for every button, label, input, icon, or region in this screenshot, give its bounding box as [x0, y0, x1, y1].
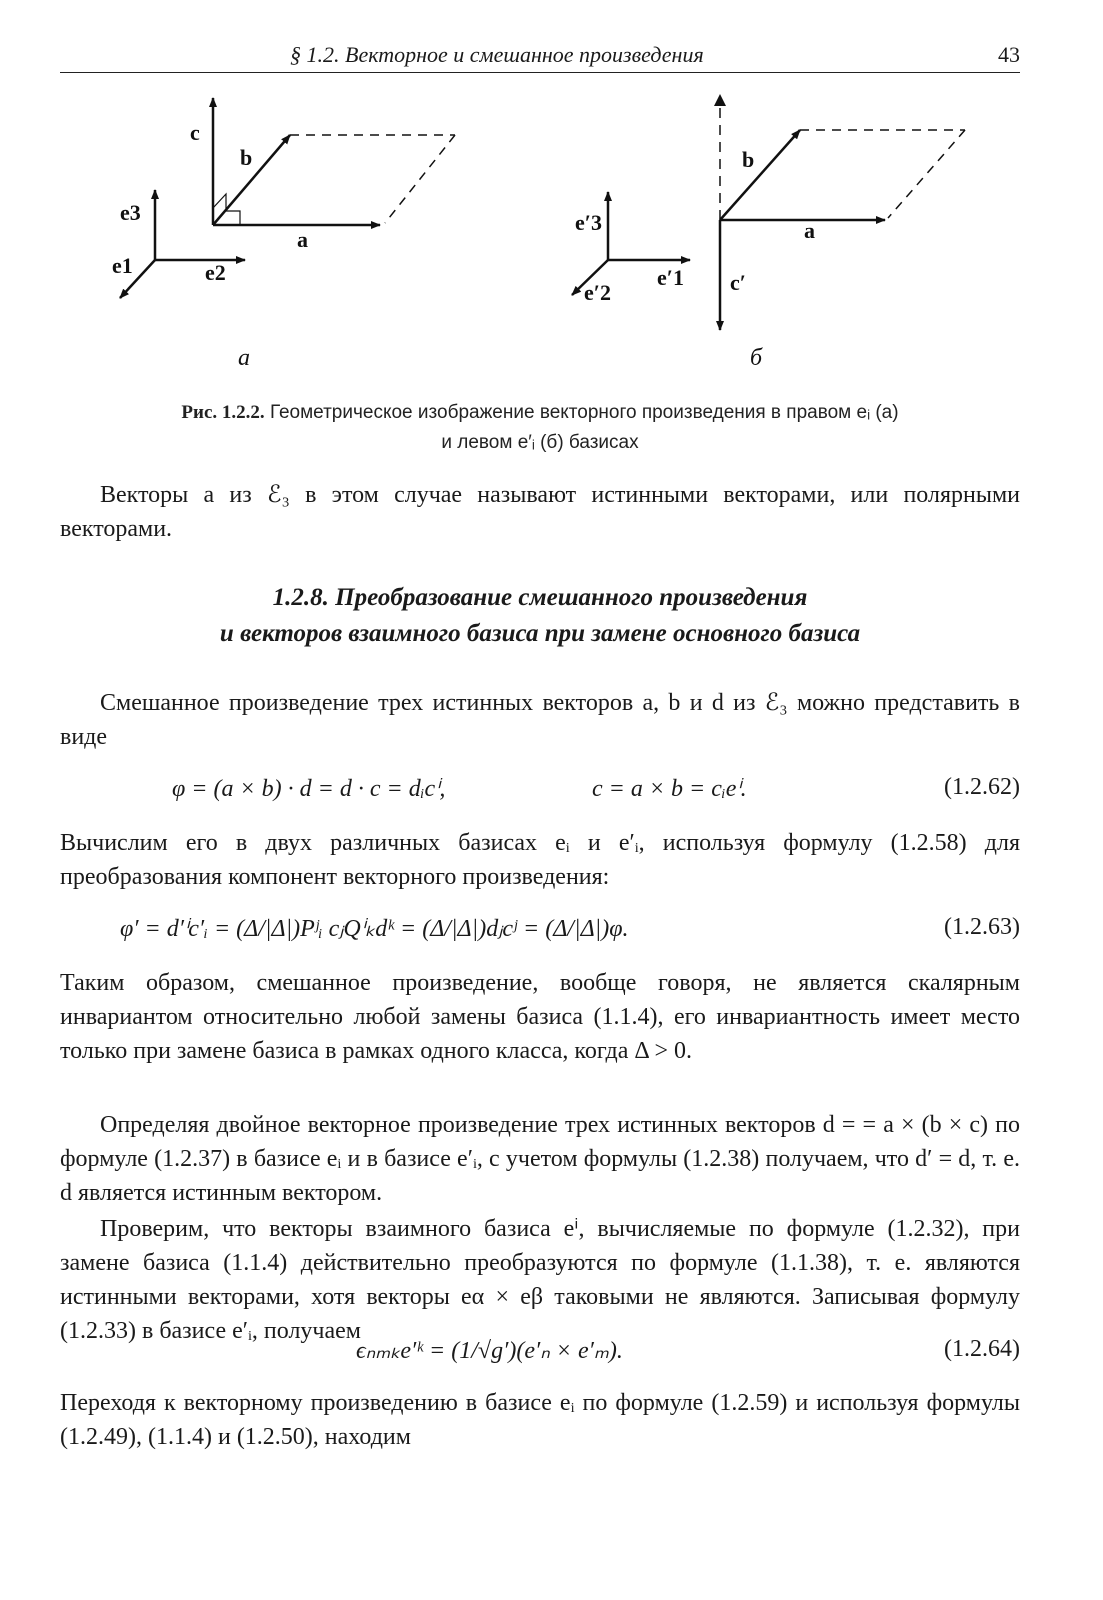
formula-62-left: φ = (a × b) · d = d · c = dᵢcⁱ,	[172, 776, 446, 802]
label-e3: e3	[120, 200, 141, 225]
label-b-prime: b	[742, 147, 755, 172]
paragraph-3: Вычислим его в двух различных базисах eᵢ и e′ᵢ, используя формулу (1.2.58) для преобразования компонент векторного произведения:	[60, 830, 1020, 890]
label-b: b	[240, 145, 253, 170]
equation-number-63: (1.2.63)	[944, 914, 1020, 940]
formula-1-2-64	[60, 1336, 1020, 1372]
page-number: 43	[998, 42, 1020, 67]
label-c: c	[190, 120, 200, 145]
equation-number-62: (1.2.62)	[944, 774, 1020, 800]
formula-62-right: c = a × b = cᵢeⁱ.	[592, 776, 747, 802]
formula-63-expr: φ′ = d′ⁱc′ᵢ = (Δ/|Δ|)Pʲᵢ cⱼQⁱₖdᵏ = (Δ/|Δ|)dⱼcʲ = (Δ/|Δ|)φ.	[120, 916, 629, 942]
label-e2-prime: e′2	[584, 280, 611, 305]
caption-line-1: Геометрическое изображение векторного произведения в правом eᵢ (а)	[269, 402, 899, 423]
figure-part-a	[120, 98, 455, 298]
figure-caption	[60, 398, 1020, 458]
caption-line-2: и левом e′ᵢ (б) базисах	[441, 432, 639, 453]
paragraph-6: Проверим, что векторы взаимного базиса eⁱ, вычисляемые по формуле (1.2.32), при замене базиса (1.1.4) действительно преобразуются по формуле (1.1.38), т. е. являются истинными векторами, хотя векторы eα × eβ таковыми не являются. Записывая формулу (1.2.33) в базисе e′ᵢ, получаем	[60, 1216, 1020, 1344]
formula-64-expr: ϵₙₘₖe′ᵏ = (1/√g′)(e′ₙ × e′ₘ).	[356, 1338, 623, 1364]
section-title-line-1: 1.2.8. Преобразование смешанного произведения	[272, 584, 808, 611]
figure-vector-product	[0, 80, 1103, 380]
label-a-prime: a	[804, 218, 815, 243]
label-e1: e1	[112, 253, 133, 278]
paragraph-2: Смешанное произведение трех истинных векторов a, b и d из ℰ₃ можно представить в виде	[60, 690, 1020, 750]
running-head	[60, 42, 1020, 73]
formula-1-2-63	[60, 914, 1020, 950]
paragraph-1: Векторы a из ℰ₃ в этом случае называют истинными векторами, или полярными векторами.	[60, 482, 1020, 542]
formula-1-2-62	[60, 774, 1020, 810]
section-title-line-2: и векторов взаимного базиса при замене основного базиса	[219, 620, 861, 647]
label-e1-prime: e′1	[657, 265, 684, 290]
running-title: § 1.2. Векторное и смешанное произведения	[290, 42, 704, 67]
paragraph-4: Таким образом, смешанное произведение, вообще говоря, не является скалярным инвариантом относительно любой замены базиса (1.1.4), его инвариантность имеет место только при замене базиса в рамках одного класса, когда Δ > 0.	[60, 970, 1020, 1064]
section-title	[60, 580, 1020, 652]
subfigure-label-b: б	[750, 345, 763, 371]
label-c-prime: c′	[730, 270, 746, 295]
figure-part-b	[572, 94, 965, 330]
label-a: a	[297, 227, 308, 252]
equation-number-64: (1.2.64)	[944, 1336, 1020, 1362]
caption-label: Рис. 1.2.2.	[181, 402, 265, 423]
label-e2: e2	[205, 260, 226, 285]
label-e3-prime: e′3	[575, 210, 602, 235]
subfigure-label-a: а	[238, 345, 250, 371]
paragraph-5: Определяя двойное векторное произведение трех истинных векторов d = = a × (b × c) по формуле (1.2.37) в базисе eᵢ и в базисе e′ᵢ, с учетом формулы (1.2.38) получаем, что d′ = d, т. е. d является истинным вектором.	[60, 1112, 1020, 1206]
paragraph-7: Переходя к векторному произведению в базисе eᵢ по формуле (1.2.59) и используя формулы (1.2.49), (1.1.4) и (1.2.50), находим	[60, 1390, 1020, 1450]
